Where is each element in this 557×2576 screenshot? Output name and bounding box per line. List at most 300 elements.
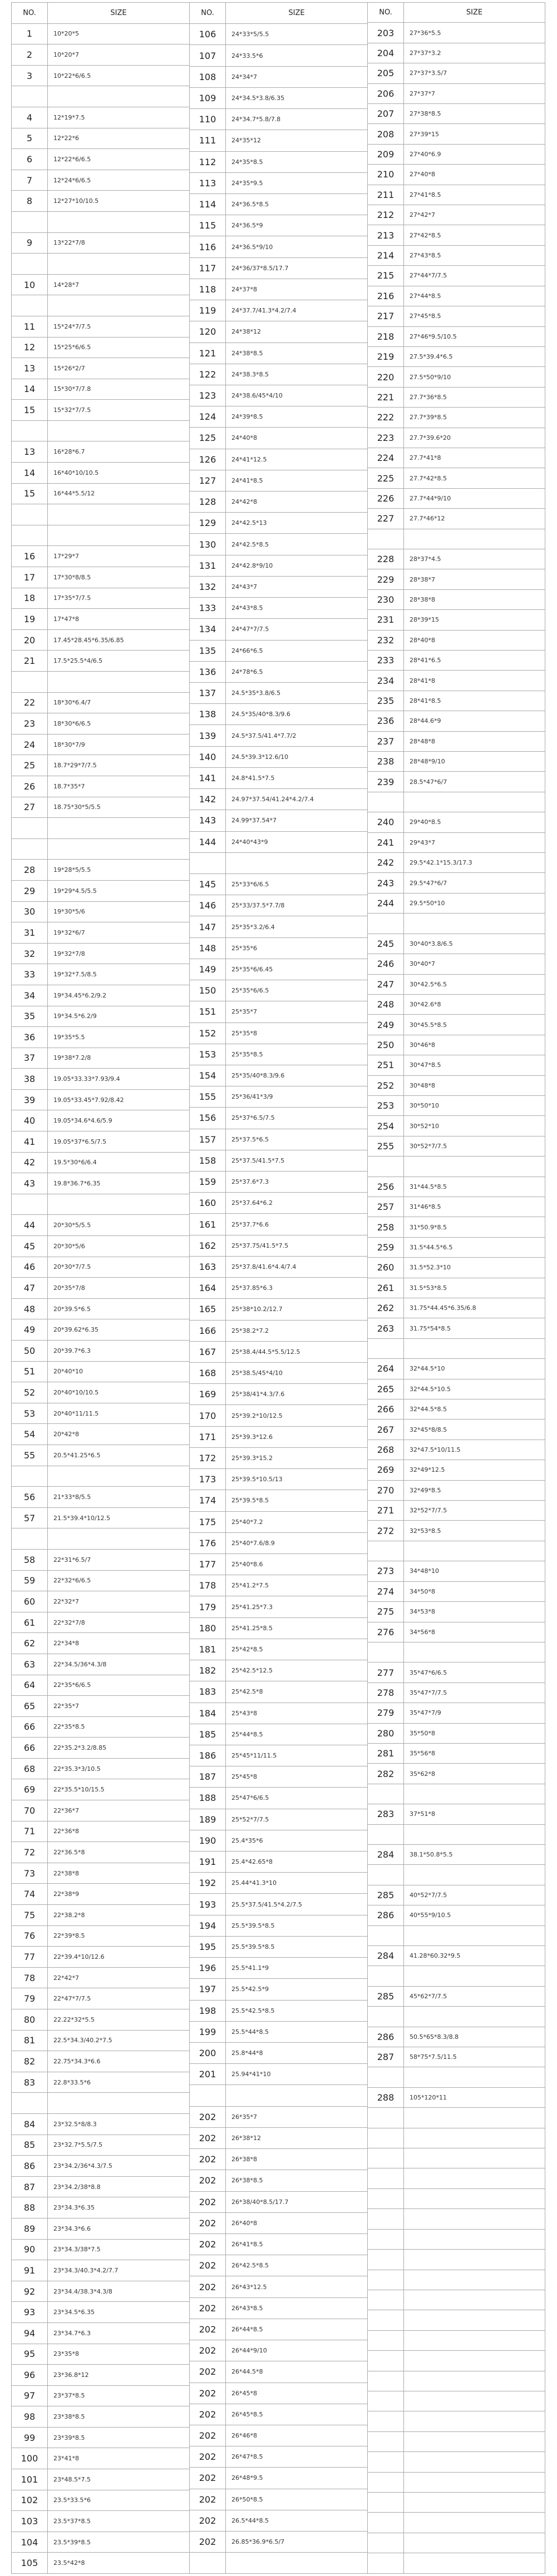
row-no: 202 <box>190 2361 226 2382</box>
table-row <box>368 691 545 711</box>
table-row <box>368 1905 545 1925</box>
row-size <box>404 2168 545 2188</box>
row-no: 229 <box>368 569 404 589</box>
table-row <box>368 934 545 954</box>
row-size: 25*52*7/7.5 <box>231 1815 269 1823</box>
row-size: 25*35*6/6.45 <box>231 965 273 973</box>
row-no: 14 <box>12 463 48 483</box>
row-size: 30*45.5*8.5 <box>410 1021 447 1029</box>
table-row <box>12 672 189 693</box>
row-no: 214 <box>368 246 404 265</box>
row-size: 12*27*10/10.5 <box>53 197 99 205</box>
row-size <box>48 1466 189 1487</box>
row-size: 22.8*33.5*6 <box>53 2078 91 2086</box>
row-size: 22*35.3*3/10.5 <box>53 1765 101 1773</box>
table-row <box>12 2051 189 2072</box>
table-row <box>190 2404 367 2425</box>
table-row <box>12 1717 189 1738</box>
row-size: 32*44.5*8.5 <box>410 1406 447 1413</box>
row-size: 29.5*42.1*15.3/17.3 <box>410 859 472 867</box>
table-row <box>12 2365 189 2386</box>
row-size: 24.8*41.5*7.5 <box>231 774 275 782</box>
table-row <box>12 1110 189 1131</box>
table-row <box>12 2281 189 2302</box>
row-size: 28*38*7 <box>410 575 435 583</box>
row-no: 265 <box>368 1379 404 1399</box>
table-row <box>12 212 189 233</box>
row-no <box>368 2411 404 2431</box>
row-size: 30*48*8 <box>410 1081 435 1089</box>
table-row <box>190 2276 367 2297</box>
row-no: 32 <box>12 944 48 964</box>
row-no: 66 <box>12 1738 48 1758</box>
row-no: 202 <box>190 2192 226 2212</box>
table-row <box>368 468 545 488</box>
row-no: 48 <box>12 1299 48 1319</box>
table-row <box>190 258 367 279</box>
table-row <box>368 145 545 165</box>
row-size: 25*35*3.2/6.4 <box>231 923 275 931</box>
row-size: 23*34.3*6.6 <box>53 2225 91 2232</box>
table-row <box>368 2067 545 2087</box>
row-size <box>404 2473 545 2492</box>
row-size: 25.94*41*10 <box>231 2071 271 2078</box>
row-size: 27*38*8.5 <box>410 110 441 118</box>
row-no: 39 <box>12 1090 48 1110</box>
row-size: 23*34.3/38*7.5 <box>53 2246 101 2254</box>
row-no <box>368 792 404 812</box>
table-row <box>368 205 545 225</box>
table-row <box>368 1460 545 1480</box>
table-row <box>368 2108 545 2128</box>
row-no: 35 <box>12 1006 48 1027</box>
table-row <box>368 2391 545 2411</box>
table-row <box>368 610 545 630</box>
row-size: 25*40*7.6/8.9 <box>231 1539 275 1547</box>
row-size: 30*50*10 <box>410 1102 439 1110</box>
row-size <box>404 2290 545 2310</box>
table-row <box>12 1236 189 1257</box>
table-row <box>190 1554 367 1575</box>
row-size: 23*36.8*12 <box>53 2371 89 2379</box>
table-row <box>190 109 367 130</box>
table-row <box>12 1319 189 1341</box>
table-row <box>368 23 545 43</box>
row-no: 202 <box>190 2213 226 2233</box>
table-row <box>368 1946 545 1966</box>
row-size <box>404 2148 545 2168</box>
row-no: 247 <box>368 975 404 994</box>
row-no: 91 <box>12 2260 48 2281</box>
row-no: 89 <box>12 2218 48 2239</box>
row-size: 25*38.4/44.5*5.5/12.5 <box>231 1348 300 1356</box>
row-size: 24*35*12 <box>231 137 261 145</box>
row-size: 17*30*8/8.5 <box>53 573 91 581</box>
row-no: 56 <box>12 1487 48 1507</box>
row-no <box>368 2553 404 2573</box>
row-size: 35*56*8 <box>410 1750 435 1758</box>
row-size: 22*36*7 <box>53 1806 79 1814</box>
row-no: 116 <box>190 236 226 257</box>
row-size: 24*42.5*13 <box>231 519 267 527</box>
row-no: 274 <box>368 1582 404 1601</box>
row-no: 281 <box>368 1744 404 1763</box>
row-no <box>12 818 48 838</box>
row-size <box>404 1926 545 1945</box>
table-row <box>190 2510 367 2532</box>
row-no: 18 <box>12 588 48 609</box>
row-size <box>48 212 189 232</box>
table-row <box>368 428 545 448</box>
row-size: 20*40*10 <box>53 1368 83 1376</box>
row-no <box>368 2493 404 2512</box>
row-no: 8 <box>12 191 48 211</box>
row-size: 25*35/40*8.3/9.6 <box>231 1072 285 1080</box>
row-size: 29.5*50*10 <box>410 900 445 907</box>
row-size <box>48 2093 189 2113</box>
row-no <box>368 529 404 549</box>
row-size: 25*41.25*7.3 <box>231 1603 273 1611</box>
row-no: 28 <box>12 860 48 880</box>
row-size <box>404 529 545 549</box>
row-no: 263 <box>368 1318 404 1338</box>
row-size: 24*47*7/7.5 <box>231 626 269 633</box>
table-row <box>12 2072 189 2093</box>
table-row <box>190 1681 367 1703</box>
row-size <box>404 2270 545 2290</box>
table-row <box>368 2473 545 2493</box>
table-row <box>368 1561 545 1581</box>
row-no: 81 <box>12 2031 48 2051</box>
row-no: 202 <box>190 2446 226 2467</box>
row-no: 3 <box>12 66 48 86</box>
row-no <box>368 2331 404 2350</box>
row-size: 29*43*7 <box>410 838 435 846</box>
row-size: 24*33*5/5.5 <box>231 31 269 38</box>
table-row <box>12 881 189 902</box>
row-size: 25*41.25*8.5 <box>231 1624 273 1632</box>
row-no: 69 <box>12 1779 48 1800</box>
row-size: 27*44*7/7.5 <box>410 272 447 280</box>
row-no <box>368 2189 404 2208</box>
row-size <box>404 792 545 812</box>
row-size: 18.7*29*7/7.5 <box>53 762 97 770</box>
table-row <box>368 590 545 610</box>
row-no: 234 <box>368 671 404 690</box>
row-size: 27*42*7 <box>410 211 435 219</box>
row-size: 29.5*47*6/7 <box>410 879 447 887</box>
table-row <box>190 619 367 640</box>
row-size: 24*36.5*9/10 <box>231 243 273 251</box>
table-row <box>368 812 545 832</box>
row-size: 20*42*8 <box>53 1431 79 1438</box>
row-size: 23*41*8 <box>53 2455 79 2463</box>
row-size: 25*44*8.5 <box>231 1730 263 1738</box>
table-row <box>368 1885 545 1905</box>
row-no: 201 <box>190 2064 226 2084</box>
row-no: 244 <box>368 894 404 913</box>
row-no: 25 <box>12 755 48 776</box>
row-no: 50 <box>12 1341 48 1361</box>
row-size: 24*78*6.5 <box>231 668 263 676</box>
table-row <box>12 66 189 87</box>
table-row <box>190 1596 367 1617</box>
row-size: 25*39.5*8.5 <box>231 1497 269 1505</box>
row-no: 162 <box>190 1235 226 1256</box>
table-row <box>368 1703 545 1723</box>
row-size <box>404 2189 545 2208</box>
table-row <box>368 1521 545 1541</box>
table-row <box>368 165 545 185</box>
row-no: 172 <box>190 1448 226 1468</box>
row-no: 167 <box>190 1342 226 1362</box>
row-no: 130 <box>190 534 226 554</box>
row-size: 12*22*6 <box>53 135 79 142</box>
table-row <box>190 24 367 45</box>
row-no <box>190 2553 226 2573</box>
row-no <box>368 2391 404 2411</box>
table-row <box>12 2323 189 2344</box>
table-row <box>12 2386 189 2407</box>
row-no: 9 <box>12 233 48 254</box>
row-no <box>12 212 48 232</box>
row-no: 12 <box>12 337 48 358</box>
table-row <box>368 2128 545 2148</box>
row-no: 16 <box>12 546 48 567</box>
table-row <box>190 1448 367 1469</box>
row-size: 26*48*9.5 <box>231 2474 263 2482</box>
table-row <box>190 725 367 746</box>
table-row <box>190 2425 367 2446</box>
table-row <box>190 1384 367 1405</box>
table-row <box>190 2043 367 2064</box>
row-size: 24.5*37.5/41.4*7.7/2 <box>231 732 297 739</box>
row-no: 202 <box>190 2425 226 2446</box>
row-size: 34*48*10 <box>410 1567 439 1575</box>
table-row <box>190 2085 367 2106</box>
row-no: 189 <box>190 1809 226 1830</box>
row-size <box>404 2351 545 2370</box>
table-row <box>190 152 367 173</box>
row-size: 17*47*8 <box>53 616 79 623</box>
row-size: 19*34.45*6.2/9.2 <box>53 991 107 999</box>
table-row <box>12 1633 189 1654</box>
table-row <box>368 792 545 812</box>
row-no: 15 <box>12 400 48 420</box>
row-no: 286 <box>368 2027 404 2047</box>
table-row <box>190 1001 367 1023</box>
table-row <box>190 1214 367 1235</box>
table-row <box>368 2007 545 2027</box>
row-size: 23*34.3/40.3*4.2/7.7 <box>53 2266 119 2274</box>
row-no: 114 <box>190 194 226 215</box>
row-no: 202 <box>190 2107 226 2127</box>
row-no: 209 <box>368 145 404 164</box>
row-no: 202 <box>190 2234 226 2255</box>
table-row <box>190 1894 367 1915</box>
table-row <box>12 1006 189 1028</box>
row-no: 49 <box>12 1319 48 1340</box>
table-row <box>368 1136 545 1157</box>
row-no: 2 <box>12 44 48 65</box>
row-no: 33 <box>12 964 48 985</box>
row-size: 24*66*6.5 <box>231 647 263 654</box>
row-size: 27*45*8.5 <box>410 312 441 320</box>
table-row <box>368 2209 545 2229</box>
row-no <box>368 2432 404 2451</box>
row-no <box>12 504 48 525</box>
table-row <box>368 1987 545 2007</box>
row-no: 52 <box>12 1382 48 1403</box>
row-no: 146 <box>190 895 226 916</box>
row-no: 173 <box>190 1469 226 1490</box>
table-row <box>190 2255 367 2276</box>
row-size <box>404 2493 545 2512</box>
row-no: 157 <box>190 1129 226 1150</box>
row-size: 20.5*41.25*6.5 <box>53 1451 101 1459</box>
row-size: 23*38*8.5 <box>53 2413 85 2421</box>
row-size: 26*38/40*8.5/17.7 <box>231 2198 289 2206</box>
table-row <box>368 1258 545 1278</box>
table-row <box>12 463 189 484</box>
row-size: 32*47.5*10/11.5 <box>410 1446 461 1454</box>
table-row <box>12 484 189 505</box>
row-no: 251 <box>368 1055 404 1075</box>
row-no: 196 <box>190 1958 226 1978</box>
size-table <box>11 2 545 2574</box>
table-row <box>368 1582 545 1602</box>
table-row <box>190 874 367 895</box>
table-row <box>368 489 545 509</box>
table-row <box>190 1809 367 1830</box>
table-row <box>368 1845 545 1865</box>
row-size: 58*75*7.5/11.5 <box>410 2053 457 2061</box>
row-no: 286 <box>368 1905 404 1925</box>
table-row <box>368 894 545 914</box>
row-no: 190 <box>190 1830 226 1851</box>
row-no: 6 <box>12 149 48 170</box>
row-size: 24*41*12.5 <box>231 455 267 463</box>
table-row <box>368 2411 545 2431</box>
row-no <box>368 2533 404 2553</box>
row-no: 100 <box>12 2448 48 2469</box>
row-size <box>404 1825 545 1844</box>
row-size: 17*35*7/7.5 <box>53 594 91 602</box>
table-row <box>12 1173 189 1194</box>
row-size: 35*62*8 <box>410 1770 435 1778</box>
row-size: 25.5*37.5/41.5*4.2/7.5 <box>231 1900 302 1908</box>
row-size: 23.5*33.5*6 <box>53 2496 91 2504</box>
table-row <box>368 1379 545 1399</box>
row-size: 34*50*8 <box>410 1587 435 1595</box>
row-no: 262 <box>368 1298 404 1318</box>
row-no: 82 <box>12 2051 48 2072</box>
table-row <box>12 1278 189 1299</box>
row-no <box>368 2310 404 2330</box>
row-size: 22*32*6/6.5 <box>53 1577 91 1585</box>
row-size <box>404 1642 545 1662</box>
table-row <box>190 236 367 257</box>
header-no: NO. <box>368 3 404 22</box>
row-size: 17.5*25.5*4/6.5 <box>53 657 103 665</box>
row-size: 19*30*5/6 <box>53 908 85 916</box>
row-size: 31.5*53*8.5 <box>410 1284 447 1292</box>
table-row <box>368 124 545 144</box>
row-size: 28*41*6.5 <box>410 657 441 664</box>
row-size <box>404 2391 545 2411</box>
table-row <box>190 1086 367 1108</box>
table-column <box>11 2 189 2574</box>
table-row <box>12 2093 189 2114</box>
table-row <box>368 1339 545 1359</box>
row-no: 208 <box>368 124 404 143</box>
row-no: 273 <box>368 1561 404 1581</box>
table-row <box>12 2009 189 2031</box>
row-size: 45*62*7/7.5 <box>410 1993 447 2001</box>
row-size: 25*37.7*6.6 <box>231 1220 269 1228</box>
row-no: 103 <box>12 2511 48 2532</box>
row-size: 28*39*15 <box>410 616 439 624</box>
row-no: 98 <box>12 2406 48 2427</box>
row-no: 147 <box>190 916 226 937</box>
row-no: 198 <box>190 2001 226 2021</box>
row-no <box>12 1528 48 1549</box>
table-row <box>12 1571 189 1592</box>
row-size: 25*39.3*15.2 <box>231 1454 273 1462</box>
row-no: 227 <box>368 509 404 528</box>
row-size: 25*38.2*7.2 <box>231 1327 269 1334</box>
row-no: 55 <box>12 1445 48 1466</box>
row-no: 278 <box>368 1683 404 1703</box>
table-row <box>12 734 189 756</box>
row-no: 104 <box>12 2532 48 2553</box>
row-no: 174 <box>190 1490 226 1511</box>
row-size: 19*32*7.5/8.5 <box>53 971 97 979</box>
row-size: 26*44.5*8 <box>231 2368 263 2376</box>
row-no: 23 <box>12 713 48 734</box>
table-row <box>368 569 545 589</box>
table-row <box>190 2064 367 2085</box>
row-no: 129 <box>190 513 226 533</box>
row-no: 149 <box>190 959 226 980</box>
row-size: 30*52*10 <box>410 1122 439 1130</box>
row-no: 203 <box>368 23 404 42</box>
row-no <box>368 1966 404 1986</box>
table-row <box>190 810 367 831</box>
row-size <box>404 1966 545 1986</box>
row-no <box>368 2209 404 2228</box>
table-row <box>190 683 367 704</box>
row-size: 27*37*7 <box>410 90 435 97</box>
table-row <box>190 1129 367 1150</box>
table-row <box>12 1362 189 1383</box>
row-size: 31*44.5*8.5 <box>410 1183 447 1190</box>
row-no: 250 <box>368 1035 404 1055</box>
table-row <box>190 959 367 980</box>
row-no: 66 <box>12 1717 48 1738</box>
table-row <box>190 385 367 406</box>
table-row <box>190 2298 367 2319</box>
row-no: 287 <box>368 2047 404 2067</box>
row-size: 25*42.5*12.5 <box>231 1667 273 1675</box>
table-row <box>190 704 367 725</box>
table-row <box>190 2001 367 2022</box>
table-row <box>12 1800 189 1821</box>
table-row <box>368 671 545 691</box>
table-row <box>12 755 189 776</box>
table-row <box>368 2331 545 2351</box>
table-row <box>190 1469 367 1490</box>
